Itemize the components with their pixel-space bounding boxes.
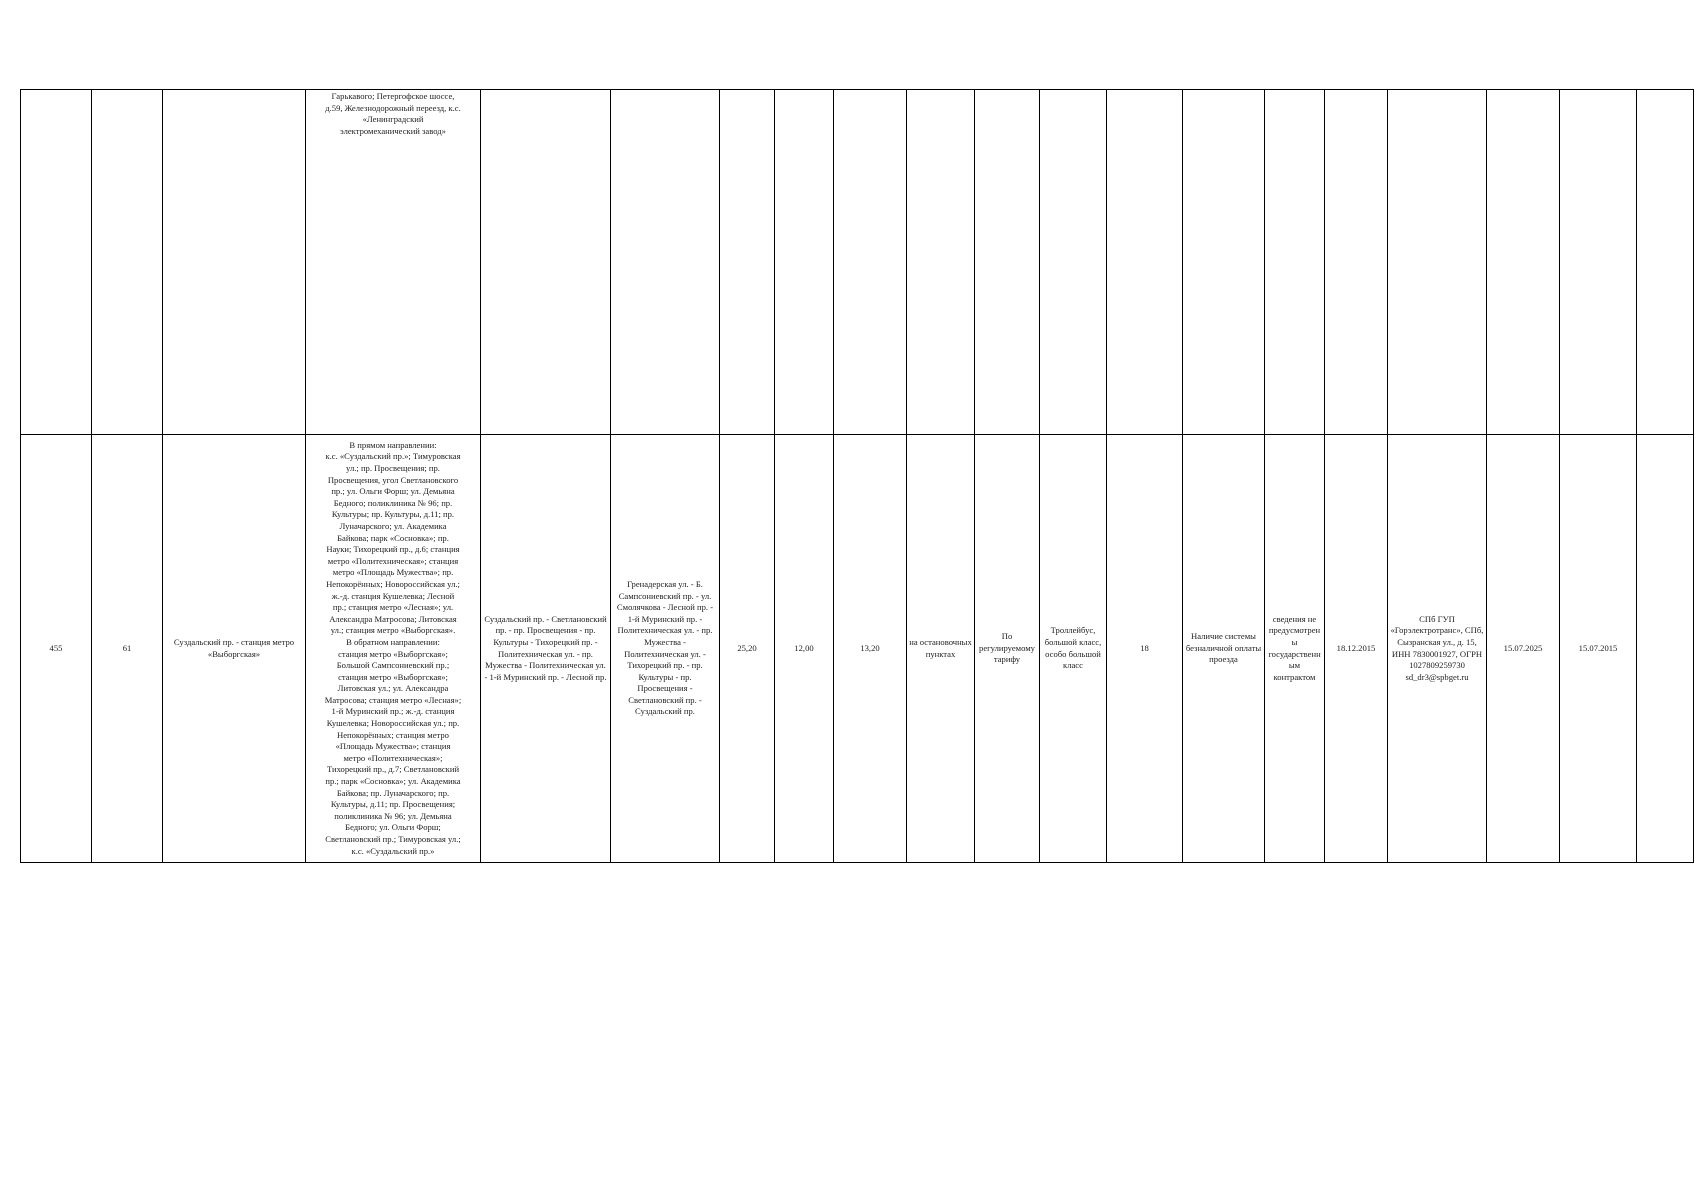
- vehicle-class-cell: Троллейбус, большой класс, особо большой класс: [1040, 435, 1107, 863]
- route-registry-table: [20, 89, 1694, 863]
- cell-empty: [720, 90, 775, 435]
- cell-empty: [1040, 90, 1107, 435]
- text-line: ул.; станция метро «Выборгская».: [330, 625, 456, 636]
- cell-empty: [1107, 90, 1183, 435]
- text-line: Культуры, д.11; пр. Просвещения;: [330, 799, 456, 810]
- cell-empty: [907, 90, 975, 435]
- text-line: поликлиника № 96; ул. Демьяна: [334, 810, 452, 821]
- text-line: Луначарского; ул. Академика: [339, 520, 447, 531]
- length-total-cell: 25,20: [720, 435, 775, 863]
- text-line: Большой Сампсониевский пр.;: [336, 660, 450, 671]
- date-cell-2: 15.07.2015: [1560, 435, 1637, 863]
- text-line: Непокорённых; станция метро: [337, 729, 449, 740]
- text-line: пр.; станция метро «Лесная»; ул.: [332, 602, 454, 613]
- route-name-cell: Суздальский пр. - станция метро «Выборгская»: [163, 435, 306, 863]
- streets-forward-cell: Суздальский пр. - Светлановский пр. - пр. Просвещения - пр. Культуры - Тихорецкий пр. - Политехническая ул. - пр. Мужества - Политехническая ул. - 1-й Муринский пр. - Лесной пр.: [481, 435, 611, 863]
- cell-empty: [1637, 90, 1694, 435]
- continued-row: [21, 90, 1694, 435]
- carrier-cell: СПб ГУП «Горэлектротранс», СПб, Сызранская ул., д. 15, ИНН 7830001927, ОГРН 1027809259730 sd_dr3@spbget.ru: [1388, 435, 1487, 863]
- cell-empty: [1388, 90, 1487, 435]
- length-forward-cell: 12,00: [775, 435, 834, 863]
- text-line: метро «Политехническая»; станция: [327, 555, 459, 566]
- text-line: В прямом направлении:: [349, 439, 437, 450]
- text-line: пр.; ул. Ольги Форш; ул. Демьяна: [331, 486, 455, 497]
- text-line: ж.-д. станция Кушелевка; Лесной: [331, 590, 455, 601]
- vehicle-features-cell: Наличие системы безналичной оплаты проезда: [1183, 435, 1265, 863]
- text-line: «Площадь Мужества»; станция: [335, 741, 451, 752]
- text-line: д.59, Железнодорожный переезд, к.с.: [325, 102, 461, 113]
- text-line: 1-й Муринский пр.; ж.-д. станция: [331, 706, 455, 717]
- start-date-cell: 18.12.2015: [1325, 435, 1388, 863]
- text-line: Матросова; станция метро «Лесная»;: [324, 694, 462, 705]
- text-line: станция метро «Выборгская»;: [338, 648, 448, 659]
- cell-empty: [1183, 90, 1265, 435]
- text-line: Гарькавого; Петергофское шоссе,: [331, 91, 455, 101]
- text-line: «Ленинградский: [362, 114, 424, 125]
- cell-empty: [1487, 90, 1560, 435]
- streets-backward-cell: Гренадерская ул. - Б. Сампсониевский пр. - ул. Смолячкова - Лесной пр. - 1-й Муринский пр. - Политехническая ул. - пр. Мужества - Политехническая ул. - Тихорецкий пр. - пр. Культуры - пр. Просвещения - Светлановский пр. - Суздальский пр.: [611, 435, 720, 863]
- cell-empty: [1265, 90, 1325, 435]
- text-line: Кушелевка; Новороссийская ул.; пр.: [326, 718, 460, 729]
- text-line: Байкова; парк «Сосновка»; пр.: [337, 532, 449, 543]
- cell-empty: [775, 90, 834, 435]
- text-line: Байкова; пр. Луначарского; пр.: [336, 787, 450, 798]
- text-line: станция метро «Выборгская»;: [338, 671, 448, 682]
- text-line: к.с. «Суздальский пр.»: [351, 845, 435, 856]
- registry-number-cell: 455: [21, 435, 92, 863]
- length-backward-cell: 13,20: [834, 435, 907, 863]
- text-line: метро «Площадь Мужества»; пр.: [332, 567, 454, 578]
- stops-continued-cell: [306, 90, 481, 435]
- text-line: Науки; Тихорецкий пр., д.6; станция: [326, 544, 460, 555]
- last-cell: [1637, 435, 1694, 863]
- route-number-cell: 61: [92, 435, 163, 863]
- text-line: метро «Политехническая»;: [343, 752, 443, 763]
- text-line: пр.; парк «Сосновка»; ул. Академика: [325, 776, 461, 787]
- contract-info-cell: сведения не предусмотрены государственным контрактом: [1265, 435, 1325, 863]
- text-line: Непокорённых; Новороссийская ул.;: [326, 578, 460, 589]
- cell-empty: [611, 90, 720, 435]
- date-cell-1: 15.07.2025: [1487, 435, 1560, 863]
- cell-empty: [834, 90, 907, 435]
- cell-empty: [1325, 90, 1388, 435]
- table-row: [21, 435, 1694, 863]
- text-line: Александра Матросова; Литовская: [329, 613, 457, 624]
- text-line: Просвещения, угол Светлановского: [327, 474, 459, 485]
- stops-cell: [306, 435, 481, 863]
- text-line: Бедного; поликлиника № 96; пр.: [333, 497, 453, 508]
- vehicle-count-cell: 18: [1107, 435, 1183, 863]
- text-line: электромеханический завод»: [340, 125, 446, 136]
- cell-empty: [21, 90, 92, 435]
- text-line: Бедного; ул. Ольги Форш;: [345, 822, 441, 833]
- tariff-type-cell: По регулируемому тарифу: [975, 435, 1040, 863]
- text-line: ул.; пр. Просвещения; пр.: [346, 463, 440, 473]
- cell-empty: [92, 90, 163, 435]
- cell-empty: [975, 90, 1040, 435]
- cell-empty: [481, 90, 611, 435]
- cell-empty: [1560, 90, 1637, 435]
- text-line: В обратном направлении:: [346, 636, 440, 647]
- text-line: Тихорецкий пр., д.7; Светлановский: [326, 764, 460, 775]
- cell-empty: [163, 90, 306, 435]
- text-line: к.с. «Суздальский пр.»; Тимуровская: [325, 451, 461, 462]
- stop-order-cell: на остановочных пунктах: [907, 435, 975, 863]
- text-line: Светлановский пр.; Тимуровская ул.;: [325, 834, 461, 844]
- text-line: Культуры; пр. Культуры, д.11; пр.: [331, 509, 455, 520]
- text-line: Литовская ул.; ул. Александра: [337, 683, 449, 694]
